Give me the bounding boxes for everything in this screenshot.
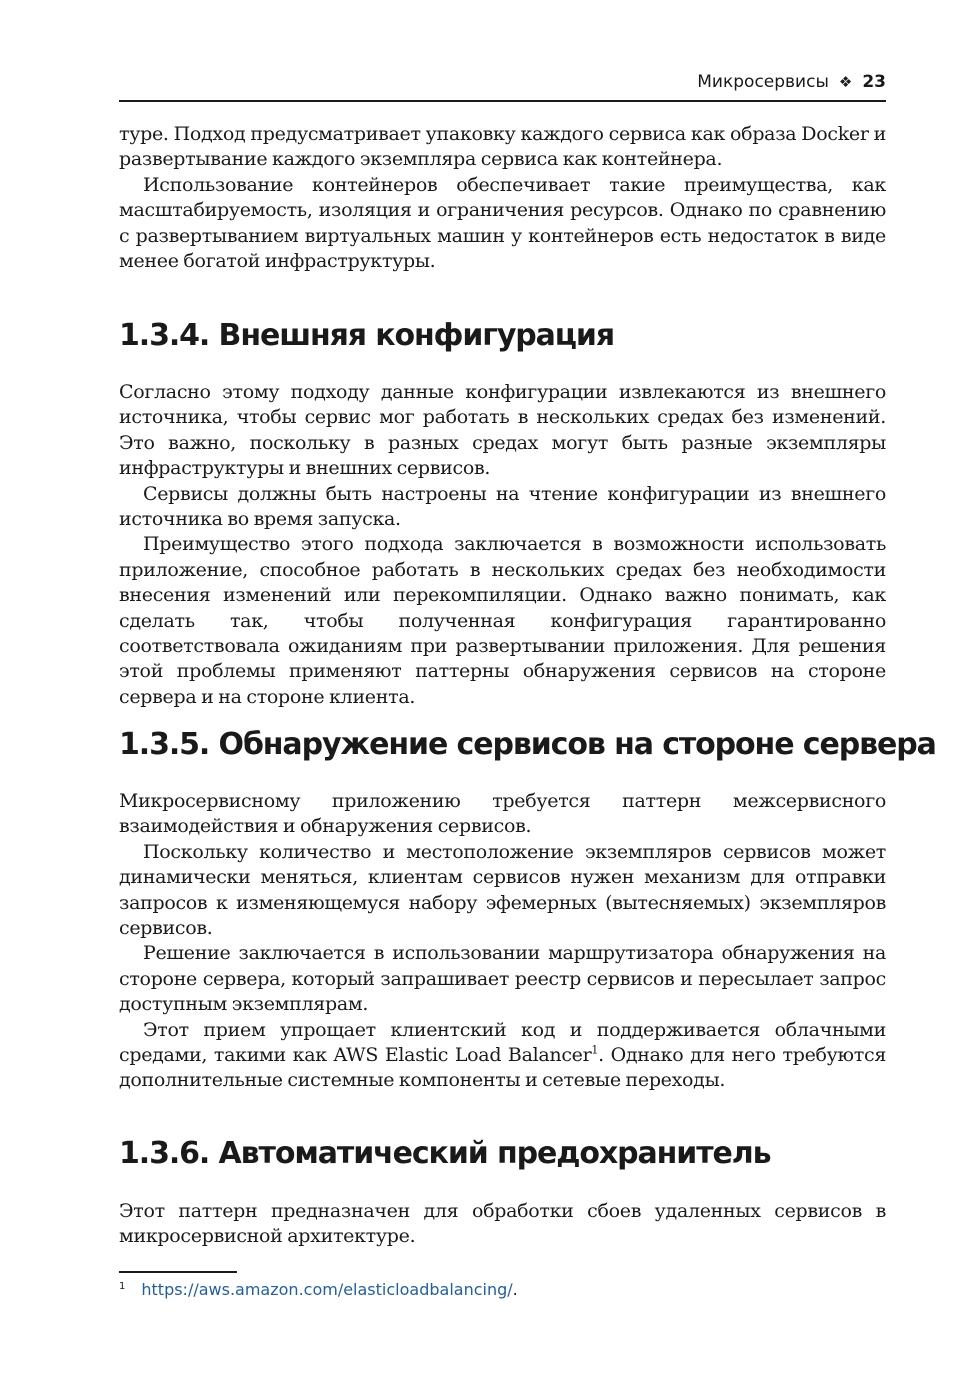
paragraph: Сервисы должны быть настроены на чтение конфигурации из внешнего источника во время запуска. [119,482,886,531]
footnote-divider [119,1271,237,1273]
paragraph: Этот паттерн предназначен для обработки сбоев удаленных сервисов в микросервисной архитектуре. [119,1200,886,1248]
section-body-1-3-5 [119,789,886,1094]
paragraph: Согласно этому подходу данные конфигурации извлекаются из внешнего источника, чтобы сервис мог работать в нескольких средах без изменений. Это важно, поскольку в разных средах могут быть разные экземпляры инфраструктуры и внешних сервисов. [119,381,886,480]
paragraph: Микросервисному приложению требуется паттерн межсервисного взаимодействия и обнаружения сервисов. [119,790,886,838]
section-body-1-3-6 [119,1199,886,1250]
section-heading-1-3-5: 1.3.5. Обнаружение сервисов на стороне сервера [119,727,936,762]
paragraph-text: Этот прием упрощает клиентский код и поддерживается облачными средами, такими как AWS Elastic Load Balancer [119,1018,886,1067]
section-heading-1-3-4: 1.3.4. Внешняя конфигурация [119,318,615,353]
paragraph: Использование контейнеров обеспечивает такие преимущества, как масштабируемость, изоляция и ограничения ресурсов. Однако по сравнению с развертыванием виртуальных машин у контейнеров есть недостаток в виде менее богатой инфраструктуры. [119,173,886,273]
footnote [119,1280,518,1299]
section-heading-1-3-6: 1.3.6. Автоматический предохранитель [119,1136,771,1171]
footnote-link[interactable]: https://aws.amazon.com/elasticloadbalancing/ [141,1280,513,1299]
intro-block [119,122,886,274]
page-number: 23 [862,72,886,92]
paragraph-text: . Однако для него требуются дополнительные системные компоненты и сетевые переходы. [119,1044,887,1092]
footnote-number: 1 [119,1280,126,1292]
header-title: Микросервисы [697,72,829,92]
footnote-reference[interactable]: 1 [591,1043,599,1057]
section-body-1-3-4 [119,380,886,710]
footnote-trailing: . [512,1280,518,1299]
paragraph: туре. Подход предусматривает упаковку каждого сервиса как образа Docker и развертывание каждого экземпляра сервиса как контейнера. [119,123,886,171]
paragraph-with-footnote [119,1018,886,1094]
paragraph: Решение заключается в использовании маршрутизатора обнаружения на стороне сервера, который запрашивает реестр сервисов и пересылает запрос доступным экземплярам. [119,942,886,1016]
running-header [119,70,886,102]
header-ornament-icon: ❖ [838,73,853,91]
paragraph: Поскольку количество и местоположение экземпляров сервисов может динамически меняться, клиентам сервисов нужен механизм для отправки запросов к изменяющемуся набору эфемерных (вытесняемых) экземпляров сервисов. [119,840,886,940]
paragraph: Преимущество этого подхода заключается в возможности использовать приложение, способное работать в нескольких средах без необходимости внесения изменений или перекомпиляции. Однако важно понимать, как сделать так, чтобы полученная конфигурация гарантированно соответствовала ожиданиям при развертывании приложения. Для решения этой проблемы применяют паттерны обнаружения сервисов на стороне сервера и на стороне клиента. [119,533,886,708]
